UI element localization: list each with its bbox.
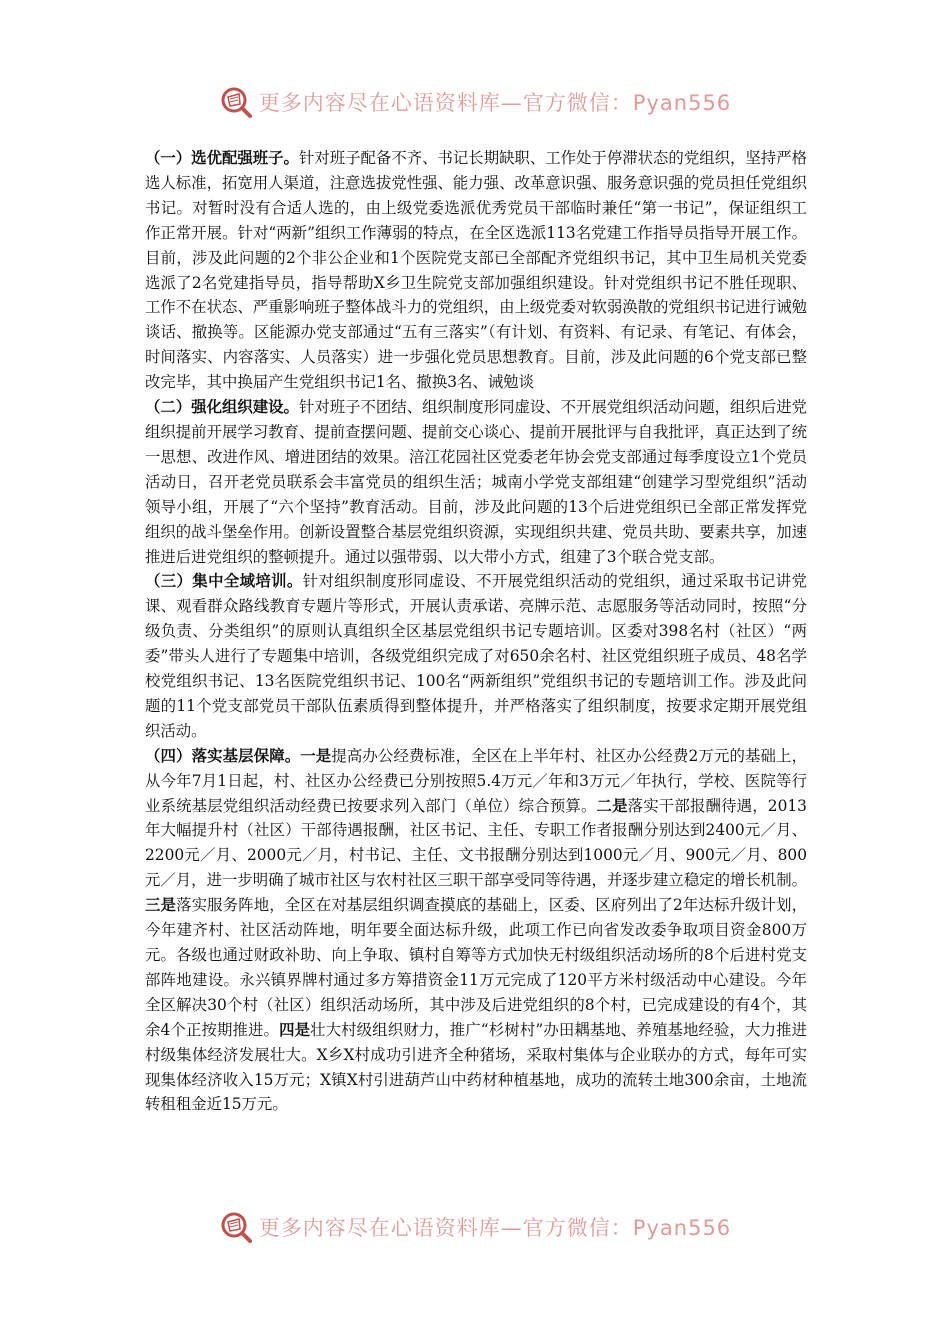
section-4-point-3-text: 落实服务阵地，全区在对基层组织调查摸底的基础上，区委、区府列出了2年达标升级计划，今年建齐村、社区活动阵地，明年要全面达标升级，此项工作已向省发改委争取项目资金800万元。各级也通过财政补助、向上争取、镇村自筹等方式加快无村级组织活动场所的8个后进村党支部阵地建设。永兴镇界牌村通过多方筹措资金11万元完成了120平方米村级活动中心建设。今年全区解决30个村（社区）组织活动场所，其中涉及后进党组织的8个村，已完成建设的有4个，其余4个正按期推进。 xyxy=(145,896,807,1039)
section-4-point-1-text: 提高办公经费标准，全区在上半年村、社区办公经费2万元的基础上，从今年7月1日起，村、社区办公经费已分别按照5.4万元／年和3万元／年执行，学校、医院等行业系统基层党组织活动经费已按要求列入部门（单位）综合预算。 xyxy=(145,746,807,815)
footer-banner xyxy=(0,1207,950,1247)
section-4-point-1-label: 一是 xyxy=(300,746,332,765)
document-body xyxy=(145,146,807,1117)
section-1-heading: （一）选优配强班子。 xyxy=(145,149,299,167)
section-2-body: 针对班子不团结、组织制度形同虚设、不开展党组织活动问题，组织后进党组织提前开展学习教育、提前查摆问题、提前交心谈心、提前开展批评与自我批评，真正达到了统一思想、改进作风、增进团结的效果。涪江花园社区党委老年协会党支部通过每季度设立1个党员活动日，召开老党员联系会丰富党员的组织生活；城南小学党支部组建“创建学习型党组织”活动领导小组，开展了“六个坚持”教育活动。目前，涉及此问题的13个后进党组织已全部正常发挥党组织的战斗堡垒作用。创新设置整合基层党组织资源，实现组织共建、党员共助、要素共享，加速推进后进党组织的整顿提升。通过以强带弱、以大带小方式，组建了3个联合党支部。 xyxy=(145,398,807,566)
section-1-body: 针对班子配备不齐、书记长期缺职、工作处于停滞状态的党组织，坚持严格选人标准，拓宽用人渠道，注意选拔党性强、能力强、改革意识强、服务意识强的党员担任党组织书记。对暂时没有合适人选的，由上级党委选派优秀党员干部临时兼任“第一书记”，保证组织工作正常开展。针对“两新”组织工作薄弱的特点，在全区选派113名党建工作指导员指导开展工作。目前，涉及此问题的2个非公企业和1个医院党支部已全部配齐党组织书记，其中卫生局机关党委选派了2名党建指导员，指导帮助X乡卫生院党支部加强组织建设。针对党组织书记不胜任现职、工作不在状态、严重影响班子整体战斗力的党组织，由上级党委对软弱涣散的党组织书记进行诫勉谈话、撤换等。区能源办党支部通过“五有三落实”（有计划、有资料、有记录、有笔记、有体会，时间落实、内容落实、人员落实）进一步强化党员思想教育。目前，涉及此问题的6个党支部已整改完毕，其中换届产生党组织书记1名、撤换3名、诫勉谈 xyxy=(145,149,807,392)
section-4-point-3-label: 三是 xyxy=(145,896,177,915)
banner-text: 更多内容尽在心语资料库—官方微信：Pyan556 xyxy=(258,91,732,115)
section-4 xyxy=(145,744,807,1118)
section-4-heading: （四）落实基层保障。 xyxy=(145,746,301,765)
section-1 xyxy=(145,146,807,395)
magnifier-document-icon xyxy=(219,1210,253,1244)
header-banner xyxy=(0,82,950,122)
section-4-point-4-label: 四是 xyxy=(279,1020,311,1039)
section-4-point-2-label: 二是 xyxy=(596,796,628,815)
section-2-heading: （二）强化组织建设。 xyxy=(145,398,299,417)
section-2 xyxy=(145,395,807,569)
banner-text: 更多内容尽在心语资料库—官方微信：Pyan556 xyxy=(258,1216,732,1240)
section-4-point-4-text: 壮大村级组织财力，推广“杉树村”办田耦基地、养殖基地经验，大力推进村级集体经济发展壮大。X乡X村成功引进齐全种猪场，采取村集体与企业联办的方式，每年可实现集体经济收入15万元；X镇X村引进葫芦山中药材种植基地，成功的流转土地300余亩，土地流转租租金近15万元。 xyxy=(145,1020,807,1114)
section-3 xyxy=(145,569,807,743)
magnifier-document-icon xyxy=(219,85,253,119)
section-3-body: 针对组织制度形同虚设、不开展党组织活动的党组织，通过采取书记讲党课、观看群众路线教育专题片等形式，开展认责承诺、亮牌示范、志愿服务等活动同时，按照“分级负责、分类组织”的原则认真组织全区基层党组织书记专题培训。区委对398名村（社区）“两委”带头人进行了专题集中培训，各级党组织完成了对650余名村、社区党组织班子成员、48名学校党组织书记、13名医院党组织书记、100名“两新组织”党组织书记的专题培训工作。涉及此问题的11个党支部党员干部队伍素质得到整体提升，并严格落实了组织制度，按要求定期开展党组织活动。 xyxy=(145,572,807,740)
section-4-point-2-text: 落实干部报酬待遇，2013年大幅提升村（社区）干部待遇报酬，社区书记、主任、专职工作者报酬分别达到2400元／月、2200元／月、2000元／月，村书记、主任、文书报酬分别达到1000元／月、900元／月、800元／月，进一步明确了城市社区与农村社区三职干部享受同等待遇，并逐步建立稳定的增长机制。 xyxy=(145,796,807,890)
section-3-heading: （三）集中全域培训。 xyxy=(145,572,303,591)
